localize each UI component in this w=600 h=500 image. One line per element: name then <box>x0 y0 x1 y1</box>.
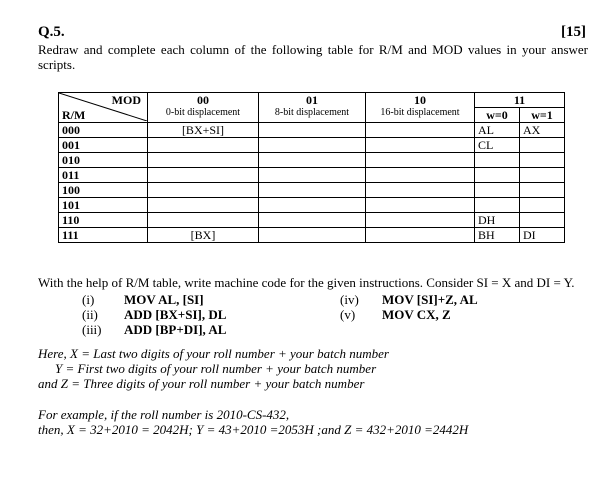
rm-code-cell: 110 <box>59 213 148 228</box>
col-header-01: 01 8-bit displacement <box>259 93 366 123</box>
cell-mod-11-w0: CL <box>475 138 520 153</box>
table-usage-paragraph: With the help of R/M table, write machine code for the given instructions. Consider SI = X and DI = Y. <box>38 275 575 290</box>
instruction-item <box>82 292 340 307</box>
cell-mod-10 <box>366 153 475 168</box>
cell-mod-01 <box>259 213 366 228</box>
cell-mod-11-w1 <box>520 183 565 198</box>
corner-mod-label: MOD <box>111 93 141 107</box>
cell-mod-11-w0: AL <box>475 123 520 138</box>
rm-code-cell: 111 <box>59 228 148 243</box>
instruction-text: MOV [SI]+Z, AL <box>382 292 478 307</box>
rm-code-cell: 101 <box>59 198 148 213</box>
col-header-w1: w=1 <box>520 108 565 123</box>
rm-code-cell: 010 <box>59 153 148 168</box>
col-header-10: 10 16-bit displacement <box>366 93 475 123</box>
cell-mod-10 <box>366 183 475 198</box>
instruction-item <box>82 322 340 337</box>
cell-mod-00 <box>148 138 259 153</box>
instruction-item <box>340 307 478 322</box>
cell-mod-10 <box>366 213 475 228</box>
table-row <box>59 183 565 198</box>
instructions-block <box>38 275 588 437</box>
cell-mod-10 <box>366 123 475 138</box>
instruction-list-right <box>340 292 478 337</box>
cell-mod-11-w1 <box>520 138 565 153</box>
table-row <box>59 168 565 183</box>
example-line-2: then, X = 32+2010 = 2042H; Y = 43+2010 =2053H ;and Z = 432+2010 =2442H <box>38 422 469 437</box>
table-row <box>59 213 565 228</box>
cell-mod-11-w1 <box>520 213 565 228</box>
table-row <box>59 138 565 153</box>
instruction-text: ADD [BP+DI], AL <box>124 322 227 337</box>
corner-rm-label: R/M <box>62 108 86 122</box>
cell-mod-00 <box>148 168 259 183</box>
rm-mod-table <box>58 92 565 243</box>
cell-mod-10 <box>366 228 475 243</box>
cell-mod-01 <box>259 228 366 243</box>
cell-mod-11-w1 <box>520 198 565 213</box>
col-header-w0: w=0 <box>475 108 520 123</box>
cell-mod-11-w0 <box>475 198 520 213</box>
cell-mod-00: [BX] <box>148 228 259 243</box>
table-row <box>59 228 565 243</box>
col-header-11: 11 <box>475 93 565 108</box>
instruction-text: ADD [BX+SI], DL <box>124 307 227 322</box>
cell-mod-01 <box>259 123 366 138</box>
cell-mod-01 <box>259 183 366 198</box>
cell-mod-11-w0 <box>475 168 520 183</box>
definition-y: Y = First two digits of your roll number + your batch number <box>55 361 377 376</box>
cell-mod-11-w0 <box>475 183 520 198</box>
instruction-text: MOV CX, Z <box>382 307 451 322</box>
col-header-00: 00 0-bit displacement <box>148 93 259 123</box>
cell-mod-01 <box>259 198 366 213</box>
cell-mod-11-w1 <box>520 153 565 168</box>
table-row <box>59 123 565 138</box>
instruction-text: MOV AL, [SI] <box>124 292 204 307</box>
example-line-1: For example, if the roll number is 2010-CS-432, <box>38 407 290 422</box>
rm-code-cell: 011 <box>59 168 148 183</box>
instruction-number: (ii) <box>82 307 98 322</box>
definitions <box>38 346 588 391</box>
table-corner-header <box>59 93 148 123</box>
instruction-item <box>82 307 340 322</box>
cell-mod-00 <box>148 213 259 228</box>
cell-mod-11-w1: AX <box>520 123 565 138</box>
cell-mod-11-w0 <box>475 153 520 168</box>
cell-mod-11-w1: DI <box>520 228 565 243</box>
cell-mod-01 <box>259 168 366 183</box>
cell-mod-11-w0: DH <box>475 213 520 228</box>
cell-mod-10 <box>366 138 475 153</box>
instruction-item <box>340 292 478 307</box>
rm-code-cell: 001 <box>59 138 148 153</box>
instruction-number: (i) <box>82 292 95 307</box>
question-instruction: Redraw and complete each column of the following table for R/M and MOD values in your answer scripts. <box>38 42 588 72</box>
instruction-number: (iii) <box>82 322 102 337</box>
cell-mod-00 <box>148 198 259 213</box>
rm-code-cell: 100 <box>59 183 148 198</box>
cell-mod-10 <box>366 198 475 213</box>
cell-mod-00 <box>148 183 259 198</box>
cell-mod-01 <box>259 153 366 168</box>
instruction-list-left <box>82 292 340 337</box>
cell-mod-00 <box>148 153 259 168</box>
instruction-number: (iv) <box>340 292 359 307</box>
question-marks: [15] <box>561 24 586 40</box>
rm-code-cell: 000 <box>59 123 148 138</box>
cell-mod-00: [BX+SI] <box>148 123 259 138</box>
cell-mod-10 <box>366 168 475 183</box>
instruction-number: (v) <box>340 307 356 322</box>
cell-mod-11-w0: BH <box>475 228 520 243</box>
question-number: Q.5. <box>38 24 65 40</box>
definition-x: Here, X = Last two digits of your roll number + your batch number <box>38 346 389 361</box>
definition-z: and Z = Three digits of your roll number + your batch number <box>38 376 365 391</box>
cell-mod-11-w1 <box>520 168 565 183</box>
table-row <box>59 153 565 168</box>
cell-mod-01 <box>259 138 366 153</box>
table-row <box>59 198 565 213</box>
example-block <box>38 407 588 437</box>
